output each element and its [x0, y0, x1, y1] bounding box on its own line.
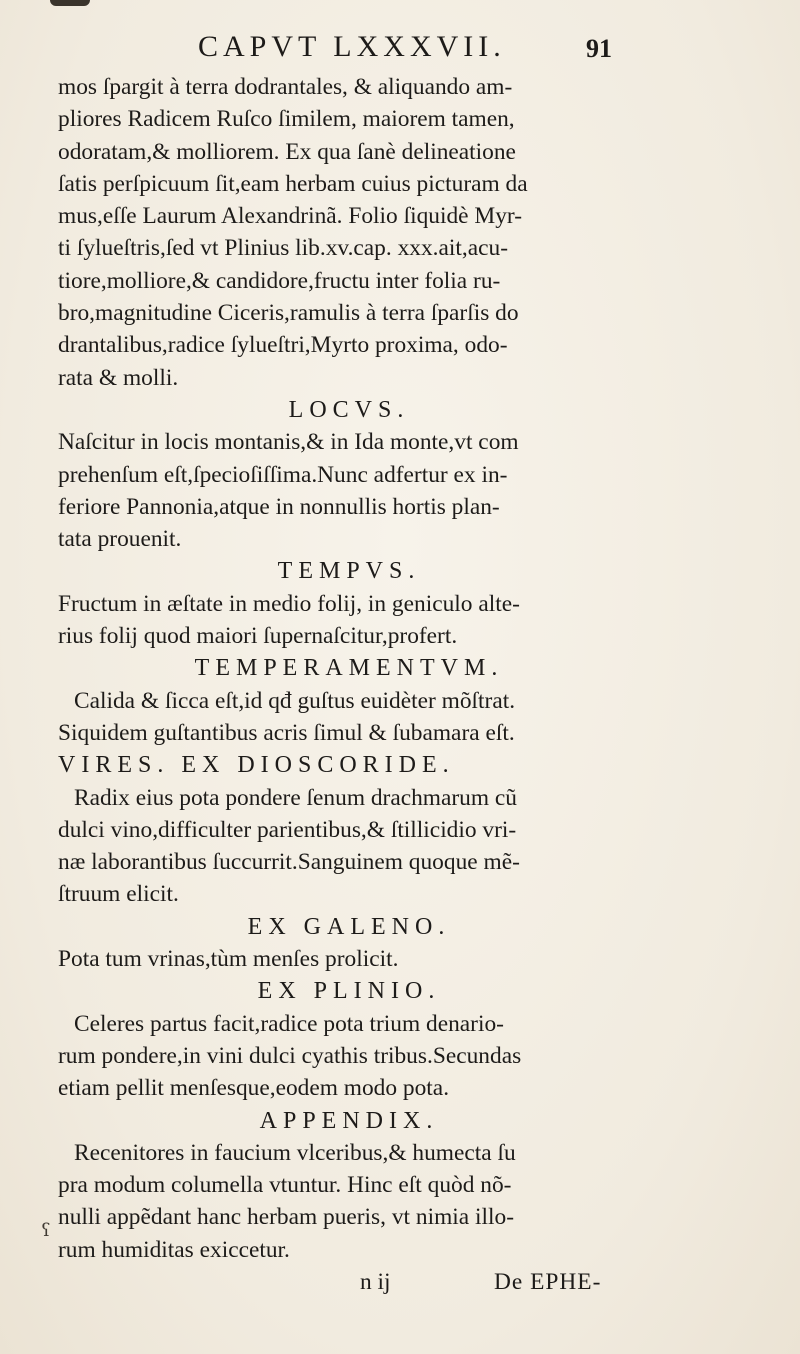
page-header [0, 30, 800, 70]
text-line: rata & molli. [58, 364, 179, 391]
text-line: rius folij quod maiori ſupernaſcitur,profert. [58, 623, 458, 650]
section-heading: EX GALENO. [247, 913, 451, 940]
text-line: mus,eſſe Laurum Alexandrinã. Folio ſiquidè Myr- [58, 203, 523, 230]
page-number: 91 [586, 34, 612, 63]
stray-ink-mark: ʕ [41, 1220, 51, 1241]
text-line: nulli appẽdant hanc herbam pueris, vt nimia illo- [58, 1204, 514, 1231]
text-line: pliores Radicem Ruſco ſimilem, maiorem tamen, [58, 106, 515, 133]
section-heading: LOCVS. [288, 396, 410, 423]
text-line: Celeres partus facit,radice pota trium denario- [74, 1010, 504, 1037]
text-line: Fructum in æſtate in medio folij, in geniculo alte- [58, 590, 520, 617]
text-line: drantalibus,radice ſylueſtri,Myrto proxima, odo- [58, 332, 508, 359]
text-line: dulci vino,difficulter parientibus,& ſtillicidio vri- [58, 816, 517, 843]
text-line: Calida & ſicca eſt,id qđ guſtus euidèter mõſtrat. [74, 687, 516, 714]
text-line: Naſcitur in locis montanis,& in Ida monte,vt com [58, 429, 519, 456]
text-line: Recenitores in faucium vlceribus,& humecta ſu [74, 1139, 516, 1166]
text-line: næ laborantibus ſuccurrit.Sanguinem quoque mẽ- [58, 849, 520, 876]
text-line: rum humiditas exiccetur. [58, 1236, 290, 1263]
text-line: Siquidem guſtantibus acris ſimul & ſubamara eſt. [58, 719, 515, 746]
running-head: CAPVT LXXXVII. [198, 30, 506, 63]
text-line: odoratam,& molliorem. Ex qua ſanè delineatione [58, 138, 516, 165]
section-heading: TEMPVS. [277, 558, 421, 585]
text-line: Pota tum vrinas,tùm menſes prolicit. [58, 946, 399, 973]
text-line: rum pondere,in vini dulci cyathis tribus.Secundas [58, 1042, 522, 1069]
text-line: Radix eius pota pondere ſenum drachmarum cũ [74, 784, 517, 811]
section-heading: EX PLINIO. [257, 978, 441, 1005]
page-edge-mark [50, 0, 90, 6]
section-heading: APPENDIX. [259, 1107, 439, 1134]
text-line: tata prouenit. [58, 526, 182, 553]
text-line: pra modum columella vtuntur. Hinc eſt quòd nõ- [58, 1172, 512, 1199]
text-line: bro,magnitudine Ciceris,ramulis à terra ſparſis do [58, 300, 519, 327]
text-line: mos ſpargit à terra dodrantales, & aliquando am- [58, 74, 513, 100]
text-line: etiam pellit menſesque,eodem modo pota. [58, 1075, 450, 1102]
page-footer [58, 1266, 632, 1300]
text-line: ſtruum elicit. [58, 881, 179, 908]
signature-mark: n ij [360, 1268, 391, 1295]
text-line: prehenſum eſt,ſpecioſiſſima.Nunc adfertur ex in- [58, 461, 508, 488]
text-line: feriore Pannonia,atque in nonnullis hortis plan- [58, 493, 500, 520]
text-line: ti ſylueſtris,ſed vt Plinius lib.xv.cap. xxx.ait,acu- [58, 235, 508, 262]
text-line: ſatis perſpicuum ſit,eam herbam cuius picturam da [58, 170, 528, 197]
section-heading: TEMPERAMENTVM. [194, 655, 504, 682]
text-line: tiore,molliore,& candidore,fructu inter folia ru- [58, 267, 501, 294]
body-text [58, 71, 632, 1300]
section-heading: VIRES. EX DIOSCORIDE. [58, 752, 455, 779]
catchword: De EPHE- [494, 1268, 602, 1295]
